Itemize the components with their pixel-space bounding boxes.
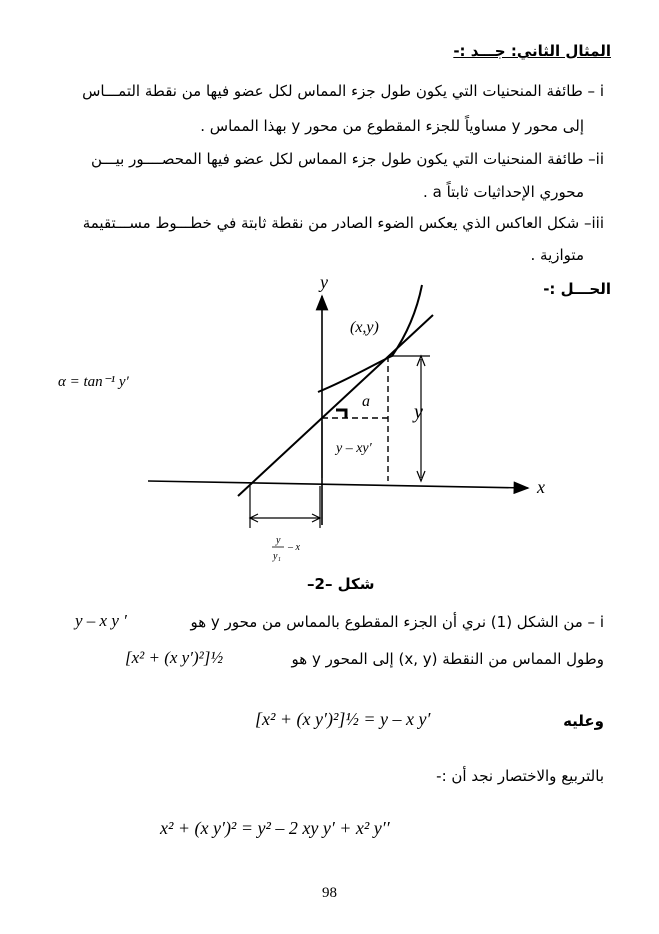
item-iii-line1: iii– شكل العاكس الذي يعكس الضوء الصادر من نقطة ثابتة في خطـــوط مســـتقيمة <box>82 214 604 232</box>
y-axis-label: y <box>320 272 328 292</box>
eq2-math: x² + (x y′)² = y² – 2 xy y′ + x² y′′ <box>160 818 390 838</box>
alpha-formula: α = tan⁻¹ y′ <box>58 374 129 390</box>
a-label: a <box>362 393 370 410</box>
item-ii-line1: ii– طائفة المنحنيات التي يكون طول جزء المماس لكل عضو فيها المحصــــور بيـــن <box>91 150 604 168</box>
item-i-line2: إلى محور y مساوياً للجزء المقطوع من محور y بهذا المماس . <box>200 117 584 135</box>
eq1-math: [x² + (x y′)²]½ = y – x y′ <box>255 709 431 729</box>
angle-mark <box>336 410 346 418</box>
item-iii-line2: متوازية . <box>530 246 584 264</box>
text3: بالتربيع والاختصار نجد أن :- <box>436 767 604 785</box>
text2-arabic: وطول المماس من النقطة (x, y) إلى المحور y هو <box>291 650 604 668</box>
figure-caption: شكل –2– <box>307 575 375 593</box>
frac-num: y <box>276 535 281 546</box>
page-number: 98 <box>322 885 337 901</box>
x-axis-line <box>148 481 528 488</box>
text1-math: y – x y ′ <box>75 611 127 630</box>
example-heading: المثال الثاني: جـــد :- <box>453 42 611 60</box>
frac-rest: – x <box>288 542 300 553</box>
item-ii-line2: محوري الإحداثيات ثابتاً a . <box>423 183 584 201</box>
solution-label: الحـــل :- <box>543 280 611 298</box>
item-i-line1: i – طائفة المنحنيات التي يكون طول جزء المماس لكل عضو فيها من نقطة التمـــاس <box>82 82 604 100</box>
text1-arabic: i – من الشكل (1) نري أن الجزء المقطوع بالمماس من محور y هو <box>190 613 604 631</box>
eq1-label: وعليه <box>563 712 604 730</box>
segment-label: y – xy′ <box>336 441 372 456</box>
point-label: (x,y) <box>350 319 379 336</box>
x-axis-label: x <box>537 477 545 497</box>
text2-math: [x² + (x y′)²]½ <box>125 648 224 667</box>
frac-den: y₁ <box>273 551 281 562</box>
tangent-line <box>238 315 433 496</box>
y-height-label: y <box>414 401 423 423</box>
